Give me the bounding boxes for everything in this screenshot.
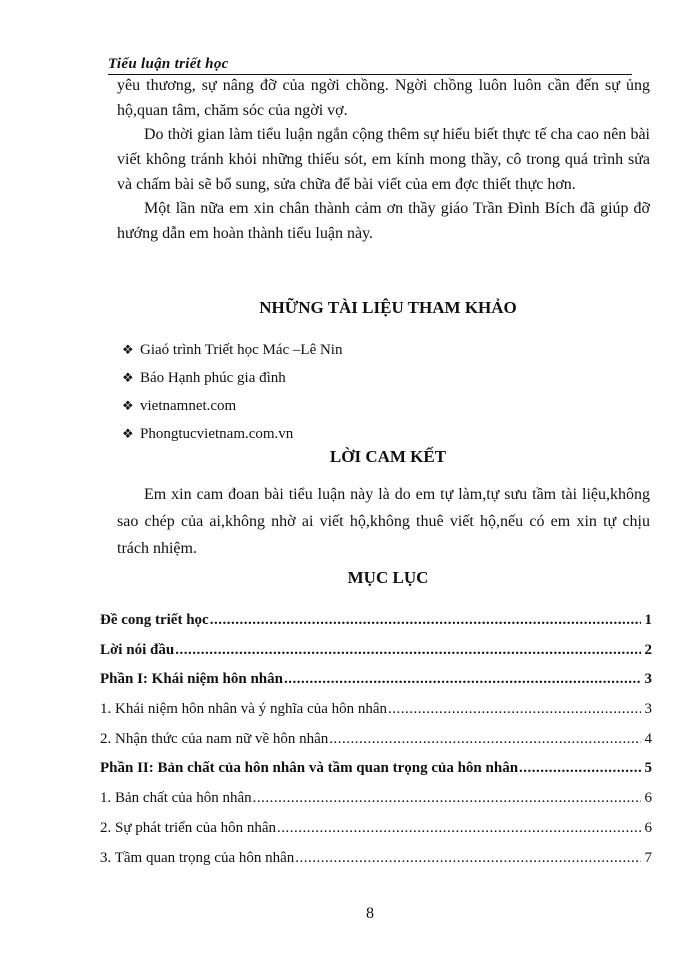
toc-leader-dots: [277, 820, 641, 837]
reference-item: [122, 336, 342, 364]
reference-text: Báo Hạnh phúc gia đình: [140, 370, 286, 386]
diamond-bullet-icon: ❖: [122, 398, 134, 413]
toc-entry: [100, 642, 652, 672]
toc-leader-dots: [284, 671, 641, 688]
toc-entry-label: Phần II: Bản chất của hôn nhân và tầm quan trọng của hôn nhân: [100, 760, 519, 777]
running-header: [108, 52, 632, 75]
toc-entry: [100, 671, 652, 701]
toc-entry-label: 3. Tầm quan trọng của hôn nhân: [100, 849, 295, 866]
toc-heading: MỤC LỤC: [347, 568, 429, 587]
toc-entry-label: Đề cong triết học: [100, 612, 209, 628]
toc-entry: [100, 820, 652, 850]
toc-leader-dots: [388, 701, 641, 718]
header-title: Tiểu luận triết học: [108, 56, 229, 72]
toc-entry: [100, 790, 652, 820]
pledge-heading: LỜI CAM KẾT: [329, 447, 447, 466]
toc-entry-label: 2. Sự phát triển của hôn nhân: [100, 819, 277, 836]
reference-text: Giaó trình Triết học Mác –Lê Nin: [140, 342, 343, 358]
toc-leader-dots: [210, 612, 641, 629]
toc-entry-page: 7: [644, 849, 652, 866]
toc-entry: [100, 731, 652, 761]
toc-leader-dots: [519, 760, 641, 777]
reference-item: [122, 364, 342, 392]
body-paragraph-3: Một lần nữa em xin chân thành cảm ơn thầy giáo Trần Đình Bích đã giúp đỡ hướng dẫn em hoàn thành tiểu luận này.: [117, 200, 650, 242]
diamond-bullet-icon: ❖: [122, 426, 134, 441]
toc-entry: [100, 850, 652, 880]
toc-entry-label: 1. Khái niệm hôn nhân và ý nghĩa của hôn nhân: [100, 701, 388, 718]
toc-entry-page: 4: [644, 730, 652, 747]
pledge-paragraph: Em xin cam đoan bài tiểu luận này là do em tự làm,tự sưu tầm tài liệu,không sao chép của ai,không nhờ ai viết hộ,không thuê viết hộ,nếu có em xin tự chịu trách nhiệm.: [117, 486, 650, 557]
toc-entry: [100, 701, 652, 731]
toc-entry-page: 2: [644, 641, 652, 658]
toc-entry: [100, 760, 652, 790]
reference-item: [122, 420, 342, 448]
toc-leader-dots: [329, 731, 641, 748]
toc-entry-label: Lời nói đầu: [100, 641, 175, 658]
toc-entry-page: 6: [644, 790, 652, 807]
reference-item: [122, 392, 342, 420]
reference-text: vietnamnet.com: [140, 398, 237, 414]
table-of-contents: [100, 612, 652, 879]
diamond-bullet-icon: ❖: [122, 342, 134, 357]
toc-leader-dots: [295, 850, 641, 867]
page-number: 8: [366, 905, 374, 922]
toc-entry: [100, 612, 652, 642]
toc-entry-label: Phần I: Khái niệm hôn nhân: [100, 671, 283, 688]
toc-entry-label: 1. Bản chất của hôn nhân: [100, 790, 252, 807]
references-heading: NHỮNG TÀI LIỆU THAM KHẢO: [259, 298, 517, 317]
toc-entry-label: 2. Nhận thức của nam nữ về hôn nhân: [100, 730, 329, 747]
body-paragraph-2: Do thời gian làm tiểu luận ngắn cộng thêm sự hiểu biết thực tế cha cao nên bài viết không tránh khỏi những thiếu sót, em kính mong thầy, cô trong quá trình sửa và chấm bài sẽ bổ sung, sửa chữa để bài viết của em đợc thiết thực hơn.: [117, 126, 650, 193]
body-paragraph-1: yêu thương, sự nâng đỡ của ngời chồng. Ngời chồng luôn luôn cần đến sự ủng hộ,quan tâm, chăm sóc của ngời vợ.: [117, 77, 650, 119]
toc-leader-dots: [253, 790, 641, 807]
diamond-bullet-icon: ❖: [122, 370, 134, 385]
references-list: [122, 336, 342, 448]
toc-entry-page: 3: [644, 701, 652, 718]
toc-leader-dots: [175, 642, 641, 659]
toc-entry-page: 5: [644, 760, 652, 777]
reference-text: Phongtucvietnam.com.vn: [140, 426, 294, 442]
toc-entry-page: 1: [644, 612, 652, 628]
toc-entry-page: 6: [644, 819, 652, 836]
toc-entry-page: 3: [644, 671, 652, 688]
